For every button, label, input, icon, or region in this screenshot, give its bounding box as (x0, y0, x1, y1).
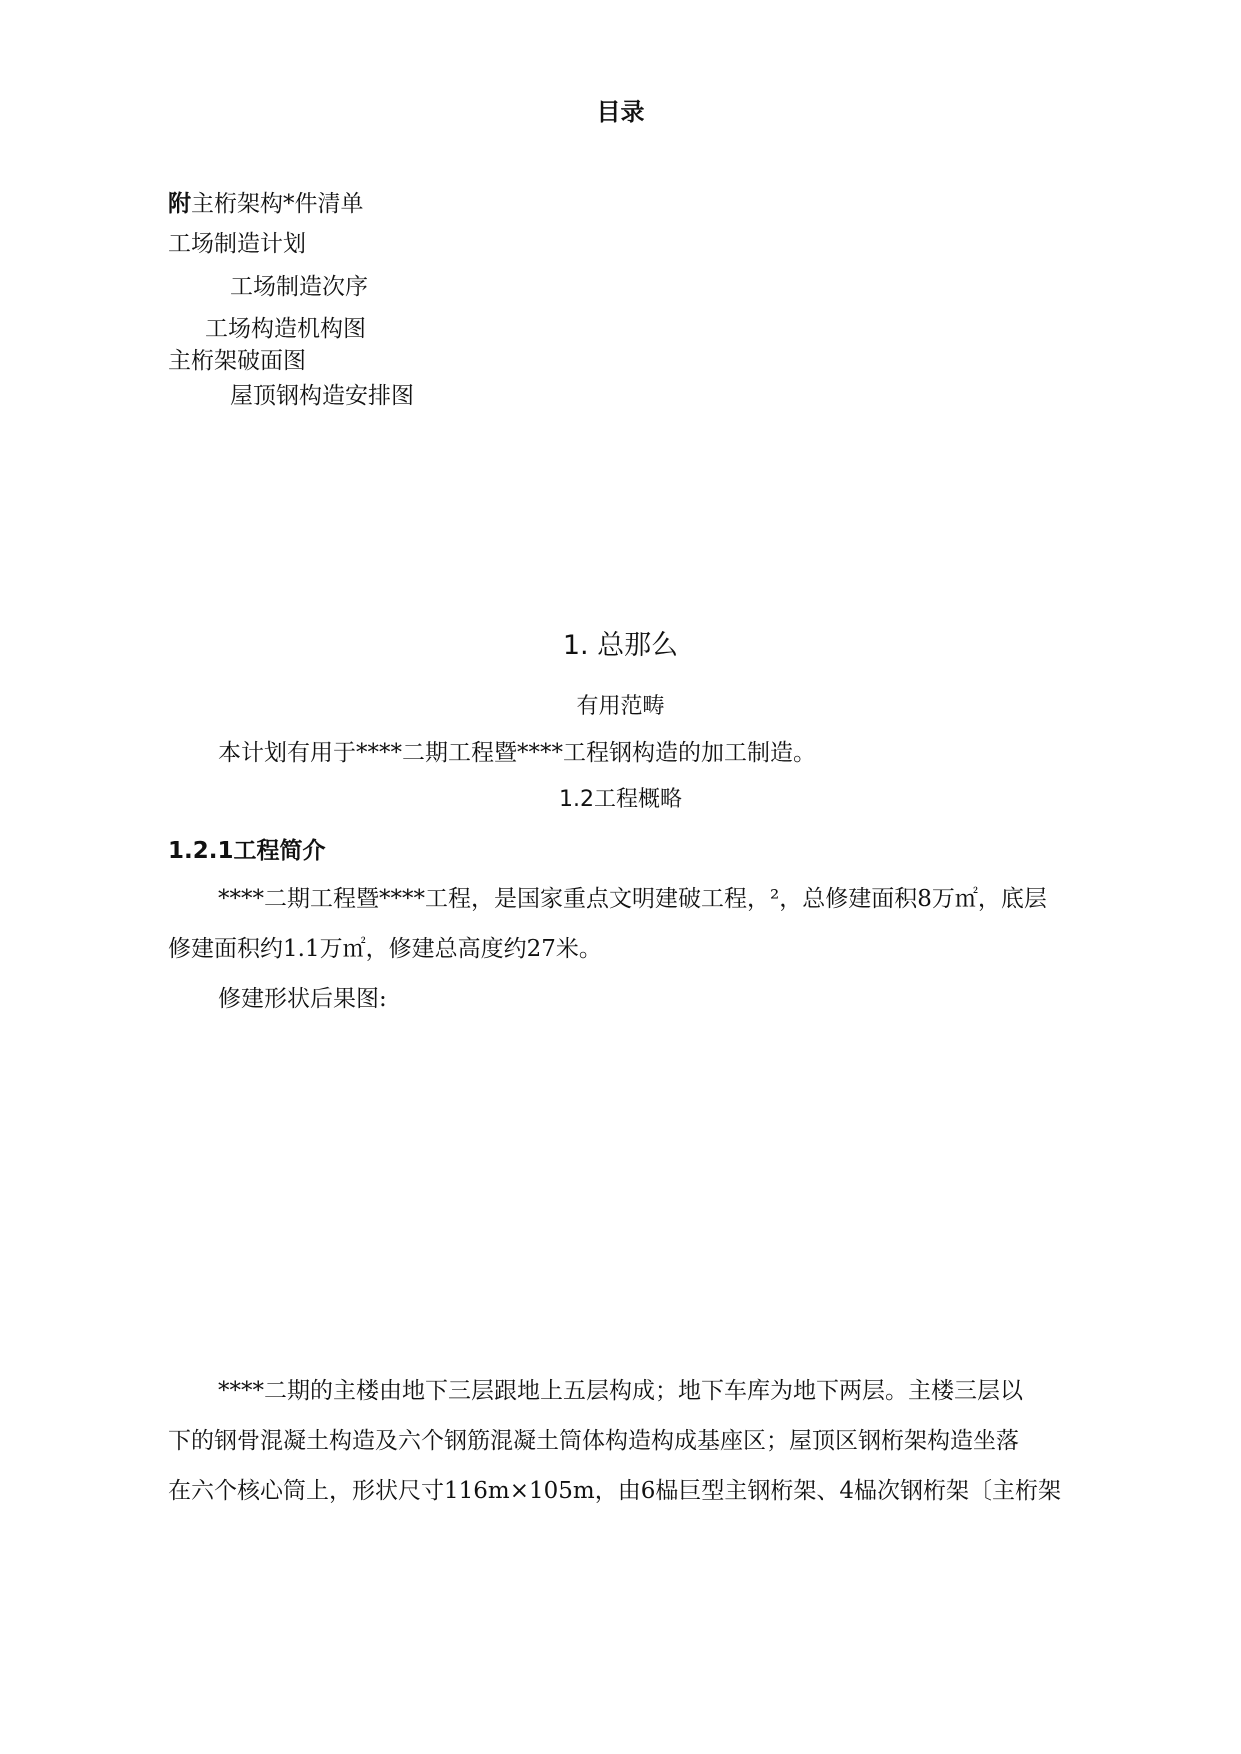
paragraph-line: 在六个核心筒上，形状尺寸116m×105m，由6榀巨型主钢桁架、4榀次钢桁架〔主桁架 (168, 1478, 1061, 1504)
subsection-title-scope: 有用范畴 (576, 694, 665, 719)
toc-title: 目录 (596, 98, 645, 126)
subsection-number: 1.2.1 (168, 838, 234, 864)
rendering-figure-placeholder (168, 1030, 1088, 1350)
subsection-title-overview: 1.2工程概略 (559, 787, 682, 812)
toc-item-label: 主桁架构*件清单 (191, 191, 364, 217)
subsection-title-intro (168, 838, 326, 866)
section-heading: 1. 总那么 (562, 630, 679, 661)
toc-item-appendix (168, 190, 364, 219)
paragraph-scope: 本计划有用于****二期工程暨****工程钢构造的加工制造。 (218, 740, 816, 766)
toc-item: 主桁架破面图 (168, 348, 306, 374)
figure-caption-label: 修建形状后果图: (218, 986, 387, 1012)
subsection-label: 工程简介 (233, 838, 326, 864)
toc-item: 屋顶钢构造安排图 (230, 383, 414, 409)
paragraph-line: ****二期工程暨****工程，是国家重点文明建破工程，²，总修建面积8万㎡，底层 (218, 886, 1047, 912)
toc-appendix-prefix: 附 (168, 190, 191, 217)
toc-item: 工场制造次序 (230, 274, 368, 300)
paragraph-line: 修建面积约1.1万㎡，修建总高度约27米。 (168, 936, 602, 962)
paragraph-line: ****二期的主楼由地下三层跟地上五层构成；地下车库为地下两层。主楼三层以 (218, 1378, 1023, 1404)
paragraph-line: 下的钢骨混凝土构造及六个钢筋混凝土筒体构造构成基座区；屋顶区钢桁架构造坐落 (168, 1428, 1019, 1454)
toc-item: 工场制造计划 (168, 231, 306, 257)
toc-item: 工场构造机构图 (205, 316, 366, 342)
